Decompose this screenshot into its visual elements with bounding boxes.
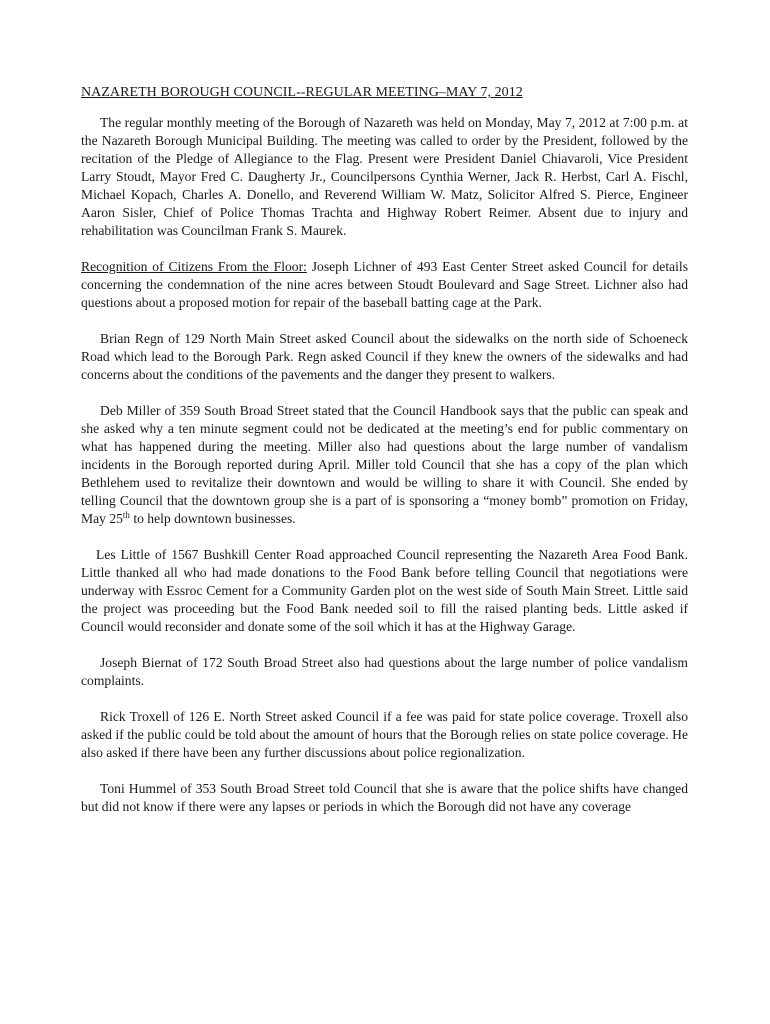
troxell-paragraph: Rick Troxell of 126 E. North Street asked Council if a fee was paid for state police coverage. Troxell also asked if the public could be told about the amount of hours that the Borough relies on state police coverage. He also asked if there have been any further discussions about police regionalization. — [81, 709, 688, 760]
miller-paragraph — [81, 402, 688, 528]
miller-superscript: th — [122, 510, 130, 520]
little-paragraph: Les Little of 1567 Bushkill Center Road approached Council representing the Nazareth Area Food Bank. Little thanked all who had made donations to the Food Bank before telling Council that negotiations were underway with Essroc Cement for a Community Garden plot on the west side of South Main Street. Little said the project was proceeding but the Food Bank needed soil to fill the raised planting beds. Little asked if Council would reconsider and donate some of the soil which it has at the Highway Garage. — [81, 547, 688, 634]
document-title: NAZARETH BOROUGH COUNCIL--REGULAR MEETING–MAY 7, 2012 — [81, 85, 523, 100]
biernat-paragraph: Joseph Biernat of 172 South Broad Street also had questions about the large number of police vandalism complaints. — [81, 655, 688, 688]
recognition-text: Joseph Lichner of 493 East Center Street asked Council for details concerning the condemnation of the nine acres between Stoudt Boulevard and Sage Street. Lichner also had questions about a proposed motion for repair of the baseball batting cage at the Park. — [81, 259, 688, 310]
recognition-heading: Recognition of Citizens From the Floor: — [81, 259, 307, 274]
intro-paragraph: The regular monthly meeting of the Borough of Nazareth was held on Monday, May 7, 2012 at 7:00 p.m. at the Nazareth Borough Municipal Building. The meeting was called to order by the President, followed by the recitation of the Pledge of Allegiance to the Flag. Present were President Daniel Chiavaroli, Vice President Larry Stoudt, Mayor Fred C. Daugherty Jr., Councilpersons Cynthia Werner, Jack R. Herbst, Carl A. Fischl, Michael Kopach, Charles A. Donello, and Reverend William W. Matz, Solicitor Alfred S. Pierce, Engineer Aaron Sisler, Chief of Police Thomas Trachta and Highway Robert Reimer. Absent due to injury and rehabilitation was Councilman Frank S. Maurek. — [81, 115, 688, 238]
miller-text: Deb Miller of 359 South Broad Street stated that the Council Handbook says that the public can speak and she asked why a ten minute segment could not be dedicated at the meeting’s end for public commentary on what has happened during the meeting. Miller also had questions about the large number of vandalism incidents in the Borough reported during April. Miller told Council that she has a copy of the plan which Bethlehem used to revitalize their downtown and would be willing to share it with Council. She ended by telling Council that the downtown group she is a part of is sponsoring a “money bomb” promotion on Friday, May 25 — [81, 403, 688, 526]
miller-text-end: to help downtown businesses. — [129, 511, 296, 526]
recognition-paragraph — [81, 258, 688, 312]
regn-paragraph: Brian Regn of 129 North Main Street asked Council about the sidewalks on the north side of Schoeneck Road which lead to the Borough Park. Regn asked Council if they knew the owners of the sidewalks and had concerns about the conditions of the pavements and the danger they present to walkers. — [81, 331, 688, 382]
hummel-paragraph: Toni Hummel of 353 South Broad Street told Council that she is aware that the police shifts have changed but did not know if there were any lapses or periods in which the Borough did not have any coverage — [81, 781, 688, 814]
